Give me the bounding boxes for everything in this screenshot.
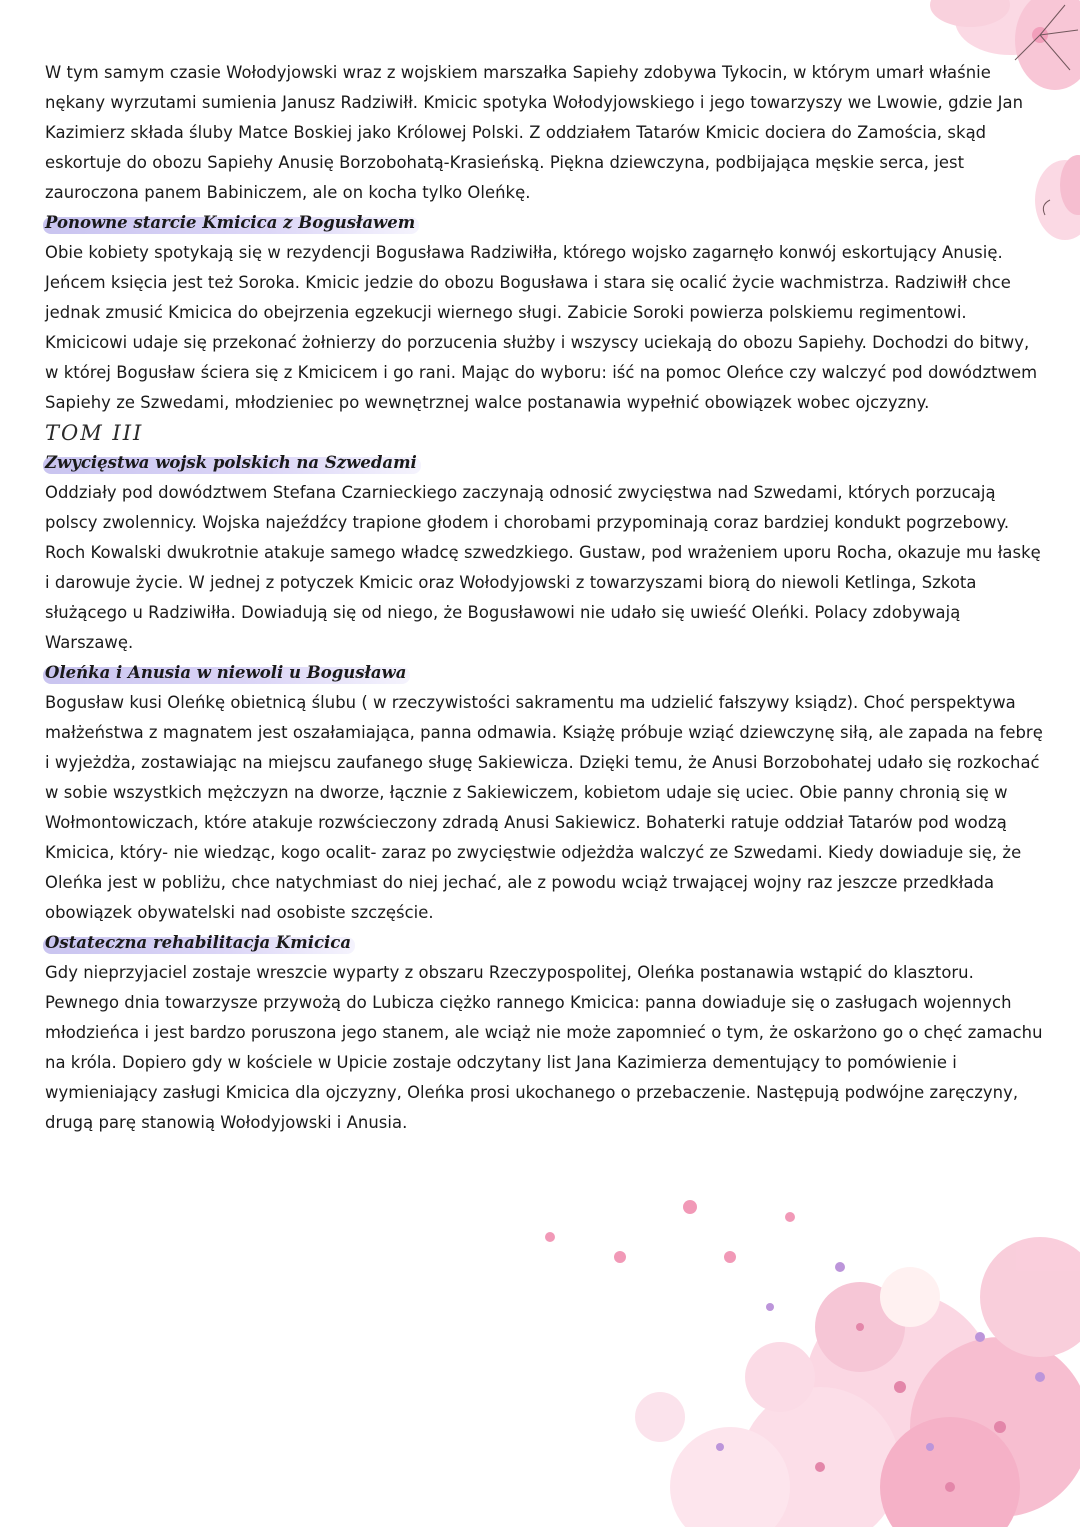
paragraph: W tym samym czasie Wołodyjowski wraz z wojskiem marszałka Sapiehy zdobywa Tykocin, w którym umarł właśnie nękany wyrzutami sumienia Janusz Radziwiłł. Kmicic spotyka Wołodyjowskiego i jego towarzyszy we Lwowie, gdzie Jan Kazimierz składa śluby Matce Boskiej jako Królowej Polski. Z oddziałem Tatarów Kmicic dociera do Zamościa, skąd eskortuje do obozu Sapiehy Anusię Borzobohatą-Krasieńską. Piękna dziewczyna, podbijająca męskie serca, jest zauroczona panem Babiniczem, ale on kocha tylko Oleńkę.	[45, 63, 1024, 202]
section-heading: Zwycięstwa wojsk polskich na Szwedami	[43, 448, 421, 478]
section-heading: Oleńka i Anusia w niewoli u Bogusława	[43, 658, 410, 688]
paragraph: Gdy nieprzyjaciel zostaje wreszcie wyparty z obszaru Rzeczypospolitej, Oleńka postanawia wstąpić do klasztoru. Pewnego dnia towarzysze przywożą do Lubicza ciężko rannego Kmicica: panna dowiaduje się o zasługach wojennych młodzieńca i jest bardzo poruszona jego stanem, ale wciąż nie może zapomnieć o tym, że oskarżono go o chęć zamachu na króla. Dopiero gdy w kościele w Upicie zostaje odczytany list Jana Kazimierza dementujący to pomówienie i wymieniający zasługi Kmicica dla ojczyzny, Oleńka prosi ukochanego o przebaczenie. Następują podwójne zaręczyny, drugą parę stanowią Wołodyjowski i Anusia.	[45, 963, 1043, 1132]
paragraph: Bogusław kusi Oleńkę obietnicą ślubu ( w rzeczywistości sakramentu ma udzielić fałszywy ksiądz). Choć perspektywa małżeństwa z magnatem jest oszałamiająca, panna odmawia. Książę próbuje wziąć dziewczynę siłą, ale zapada na febrę i wyjeżdża, zostawiając na miejscu zaufanego sługę Sakiewicza. Dzięki temu, że Anusi Borzobohatej udało się rozkochać w sobie wszystkich mężczyzn na dworze, łącznie z Sakiewiczem, kobietom udaje się uciec. Obie panny chronią się w Wołmontowiczach, które atakuje rozwścieczony zdradą Anusi Sakiewicz. Bohaterki ratuje oddział Tatarów pod wodzą Kmicica, który- nie wiedząc, kogo ocalit- zaraz po zwycięstwie odjeżdża walczyć ze Szwedami. Kiedy dowiaduje się, że Oleńka jest w pobliżu, chce natychmiast do niej jechać, ale z powodu wciąż trwającej wojny raz jeszcze przedkłada obowiązek obywatelski nad osobiste szczęście.	[45, 693, 1043, 922]
paragraph: Obie kobiety spotykają się w rezydencji Bogusława Radziwiłła, którego wojsko zagarnęło konwój eskortujący Anusię. Jeńcem księcia jest też Soroka. Kmicic jedzie do obozu Bogusława i stara się ocalić życie wachmistrza. Radziwiłł chce jednak zmusić Kmicica do obejrzenia egzekucji wiernego sługi. Zabicie Soroki powierza polskiemu regimentowi. Kmicicowi udaje się przekonać żołnierzy do porzucenia służby i wszyscy uciekają do obozu Sapiehy. Dochodzi do bitwy, w której Bogusław ściera się z Kmicicem i go rani. Mając do wyboru: iść na pomoc Oleńce czy walczyć pod dowództwem Sapiehy ze Szwedami, młodzieniec po wewnętrznej walce postanawia wypełnić obowiązek wobec ojczyzny.	[45, 243, 1038, 412]
section-heading: Ponowne starcie Kmicica z Bogusławem	[43, 208, 419, 238]
flower-decoration-bottom	[480, 1147, 1080, 1527]
paragraph: Oddziały pod dowództwem Stefana Czarnieckiego zaczynają odnosić zwycięstwa nad Szwedami, których porzucają polscy zwolennicy. Wojska najeźdźcy trapione głodem i chorobami przypominają coraz bardziej kondukt pogrzebowy. Roch Kowalski dwukrotnie atakuje samego władcę szwedzkiego. Gustaw, pod wrażeniem uporu Rocha, okazuje mu łaskę i darowuje życie. W jednej z potyczek Kmicic oraz Wołodyjowski z towarzyszami biorą do niewoli Ketlinga, Szkota służącego u Radziwiłła. Dowiadują się od niego, że Bogusławowi nie udało się uwieść Oleńki. Polacy zdobywają Warszawę.	[45, 483, 1041, 652]
volume-title: TOM III	[45, 421, 144, 445]
section-heading: Ostateczna rehabilitacja Kmicica	[43, 928, 355, 958]
document-body	[45, 58, 1045, 1138]
